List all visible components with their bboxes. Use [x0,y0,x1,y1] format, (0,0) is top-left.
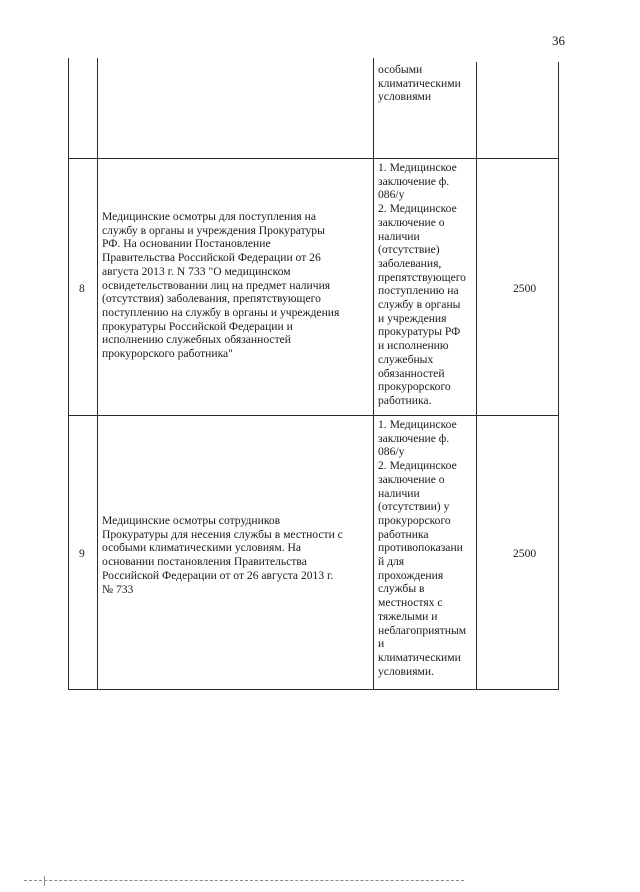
row-number: 9 [79,547,85,560]
documents-text-line: климатическими [378,76,461,90]
row-divider [68,158,559,159]
documents-text-line: 086/у [378,445,405,459]
documents-text-line: (отсутствии) у [378,500,450,514]
documents-text-line: 1. Медицинское [378,161,457,174]
documents-text-line: заболевания, [378,256,442,270]
page-bottom-tick [44,876,45,886]
documents-text-line: климатическими [378,650,461,664]
column-divider [97,58,98,690]
documents-text-line: обязанностей [378,366,445,380]
documents-text-line: тяжелыми и [378,609,438,623]
row-divider [68,415,559,416]
table-left-border [68,58,69,690]
documents-text-line: работника. [378,393,432,407]
documents-text-line: работника [378,527,429,541]
service-description-line: Медицинские осмотры для поступления на [102,210,316,223]
service-description-line: основании постановления Правительства [102,555,307,569]
documents-text-line: и [378,637,385,651]
documents-text-line: прокурорского [378,513,451,527]
price-cell: 2500 [513,547,537,560]
service-description-line: РФ. На основании Постановление [102,237,271,251]
documents-text-line: служебных [378,352,434,366]
documents-text-line: и исполнению [378,339,449,353]
documents-text-line: и учреждения [378,311,447,325]
column-divider [476,62,477,690]
documents-text-line: препятствующего [378,270,466,284]
documents-text-line: службу в органы [378,298,461,311]
documents-text-line: неблагоприятным [378,623,467,637]
documents-text-line: условиями. [378,664,434,678]
page-number: 36 [552,33,565,48]
service-description-line: прокуратуры Российской Федерации и [102,319,293,333]
documents-text-line: особыми [378,63,423,76]
documents-text-line: 1. Медицинское [378,418,457,431]
service-description-line: освидетельствовании лиц на предмет наличия [102,278,331,292]
service-description-line: особыми климатическими условиям. На [102,541,302,555]
service-description-line: исполнению служебных обязанностей [102,333,291,347]
service-description-line: № 733 [102,582,134,596]
table-right-border [558,62,559,690]
service-description-line: Правительства Российской Федерации от 26 [102,251,321,265]
documents-text-line: 086/у [378,188,405,202]
service-description-line: службу в органы и учреждения Прокуратуры [102,223,325,237]
documents-text-line: заключение о [378,472,445,486]
service-description-line: Медицинские осмотры сотрудников [102,514,281,527]
page-bottom-mark [24,880,464,881]
documents-text-line: условиями [378,90,432,104]
service-description-line: августа 2013 г. N 733 "О медицинском [102,264,291,278]
documents-text-line: поступлению на [378,284,459,298]
documents-text-line: 2. Медицинское [378,459,457,473]
documents-text-line: противопоказани [378,541,463,555]
documents-text-line: заключение ф. [378,174,450,188]
documents-text-line: 2. Медицинское [378,202,457,216]
service-description-line: прокурорского работника" [102,347,233,360]
documents-text-line: местностях с [378,596,443,610]
service-description-line: Прокуратуры для несения службы в местности с [102,527,343,541]
documents-text-line: прокурорского [378,380,451,394]
documents-text-line: заключение о [378,215,445,229]
service-description-line: Российской Федерации от от 26 августа 2013 г. [102,568,334,582]
documents-text-line: прокуратуры РФ [378,325,461,339]
documents-text-line: наличии [378,229,420,243]
documents-text-line: службы в [378,582,425,596]
service-description-line: поступлению на службу в органы и учреждения [102,305,340,319]
price-cell: 2500 [513,282,537,295]
documents-text-line: й для [378,555,405,568]
row-number: 8 [79,282,85,295]
table-bottom-border [68,689,559,690]
documents-text-line: наличии [378,486,420,500]
service-description-line: (отсутствия) заболевания, препятствующего [102,292,321,306]
documents-text-line: прохождения [378,568,444,582]
documents-text-line: (отсутствие) [378,243,440,257]
column-divider [373,58,374,690]
documents-text-line: заключение ф. [378,431,450,445]
